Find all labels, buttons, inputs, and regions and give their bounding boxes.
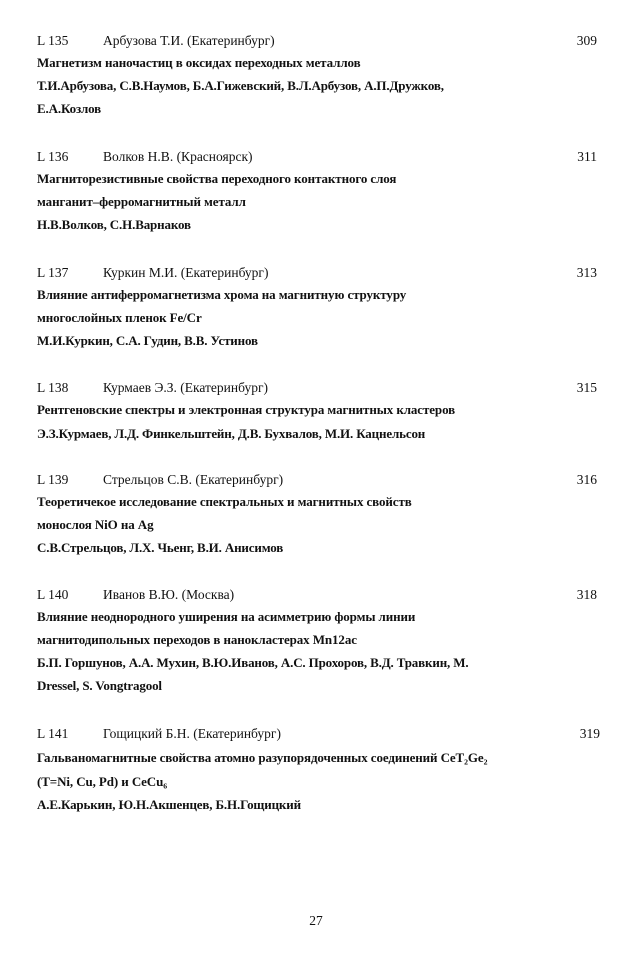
entry-code: L 139 xyxy=(37,472,69,487)
entry-authors: Т.И.Арбузова, С.В.Наумов, Б.А.Гижевский, В.Л.Арбузов, А.П.Дружков, xyxy=(37,78,444,93)
entry-title: Магниторезистивные свойства переходного контактного слоя xyxy=(37,171,397,186)
entry-authors: С.В.Стрельцов, Л.Х. Чьенг, В.И. Анисимов xyxy=(37,540,284,555)
entry-authors: Е.А.Козлов xyxy=(37,101,102,116)
entry-title: Магнетизм наночастиц в оксидах переходных металлов xyxy=(37,55,361,70)
entry-title: многослойных пленок Fe/Cr xyxy=(37,310,202,325)
entry-page-number: 318 xyxy=(576,587,597,602)
entry-title: Теоретичекое исследование спектральных и магнитных свойств xyxy=(37,494,412,509)
entry-page-number: 313 xyxy=(576,265,597,280)
entry-presenter: Куркин М.И. (Екатеринбург) xyxy=(103,265,269,280)
entry-code: L 141 xyxy=(37,726,69,741)
entry-authors: А.Е.Карькин, Ю.Н.Акшенцев, Б.Н.Гощицкий xyxy=(37,797,301,812)
entry-title: монослоя NiO на Ag xyxy=(37,517,154,532)
entry-title: Рентгеновские спектры и электронная структура магнитных кластеров xyxy=(37,402,456,417)
entry-title: Гальваномагнитные свойства атомно разупорядоченных соединений CeT₂Ge₂ xyxy=(37,750,488,765)
entry-authors: М.И.Куркин, С.А. Гудин, В.В. Устинов xyxy=(37,333,258,348)
entry-page-number: 311 xyxy=(577,149,597,164)
entry-title: (T=Ni, Cu, Pd) и CeCu₆ xyxy=(37,774,167,789)
entry-code: L 137 xyxy=(37,265,69,280)
entry-presenter: Стрельцов С.В. (Екатеринбург) xyxy=(103,472,284,487)
entry-presenter: Курмаев Э.З. (Екатеринбург) xyxy=(103,380,268,395)
entry-authors: Б.П. Горшунов, А.А. Мухин, В.Ю.Иванов, А.С. Прохоров, В.Д. Травкин, М. xyxy=(37,655,469,670)
page-number: 27 xyxy=(309,913,323,928)
entry-authors: Н.В.Волков, С.Н.Варнаков xyxy=(37,217,191,232)
entry-authors: Э.З.Курмаев, Л.Д. Финкельштейн, Д.В. Бухвалов, М.И. Кацнельсон xyxy=(37,426,426,441)
entry-page-number: 315 xyxy=(576,380,597,395)
entry-presenter: Волков Н.В. (Красноярск) xyxy=(103,149,253,164)
entry-page-number: 309 xyxy=(576,33,597,48)
entry-authors: Dressel, S. Vongtragool xyxy=(37,678,162,693)
entry-page-number: 319 xyxy=(579,726,600,741)
entry-presenter: Иванов В.Ю. (Москва) xyxy=(103,587,235,602)
entry-title: манганит–ферромагнитный металл xyxy=(37,194,246,209)
entry-code: L 140 xyxy=(37,587,69,602)
entry-title: магнитодипольных переходов в нанокластерах Mn12ac xyxy=(37,632,357,647)
entry-title: Влияние неоднородного уширения на асимметрию формы линии xyxy=(37,609,416,624)
entry-presenter: Гощицкий Б.Н. (Екатеринбург) xyxy=(103,726,281,741)
entry-presenter: Арбузова Т.И. (Екатеринбург) xyxy=(103,33,275,48)
entry-code: L 136 xyxy=(37,149,69,164)
entry-code: L 135 xyxy=(37,33,69,48)
entry-code: L 138 xyxy=(37,380,69,395)
entry-page-number: 316 xyxy=(576,472,597,487)
entry-title: Влияние антиферромагнетизма хрома на магнитную структуру xyxy=(37,287,407,302)
